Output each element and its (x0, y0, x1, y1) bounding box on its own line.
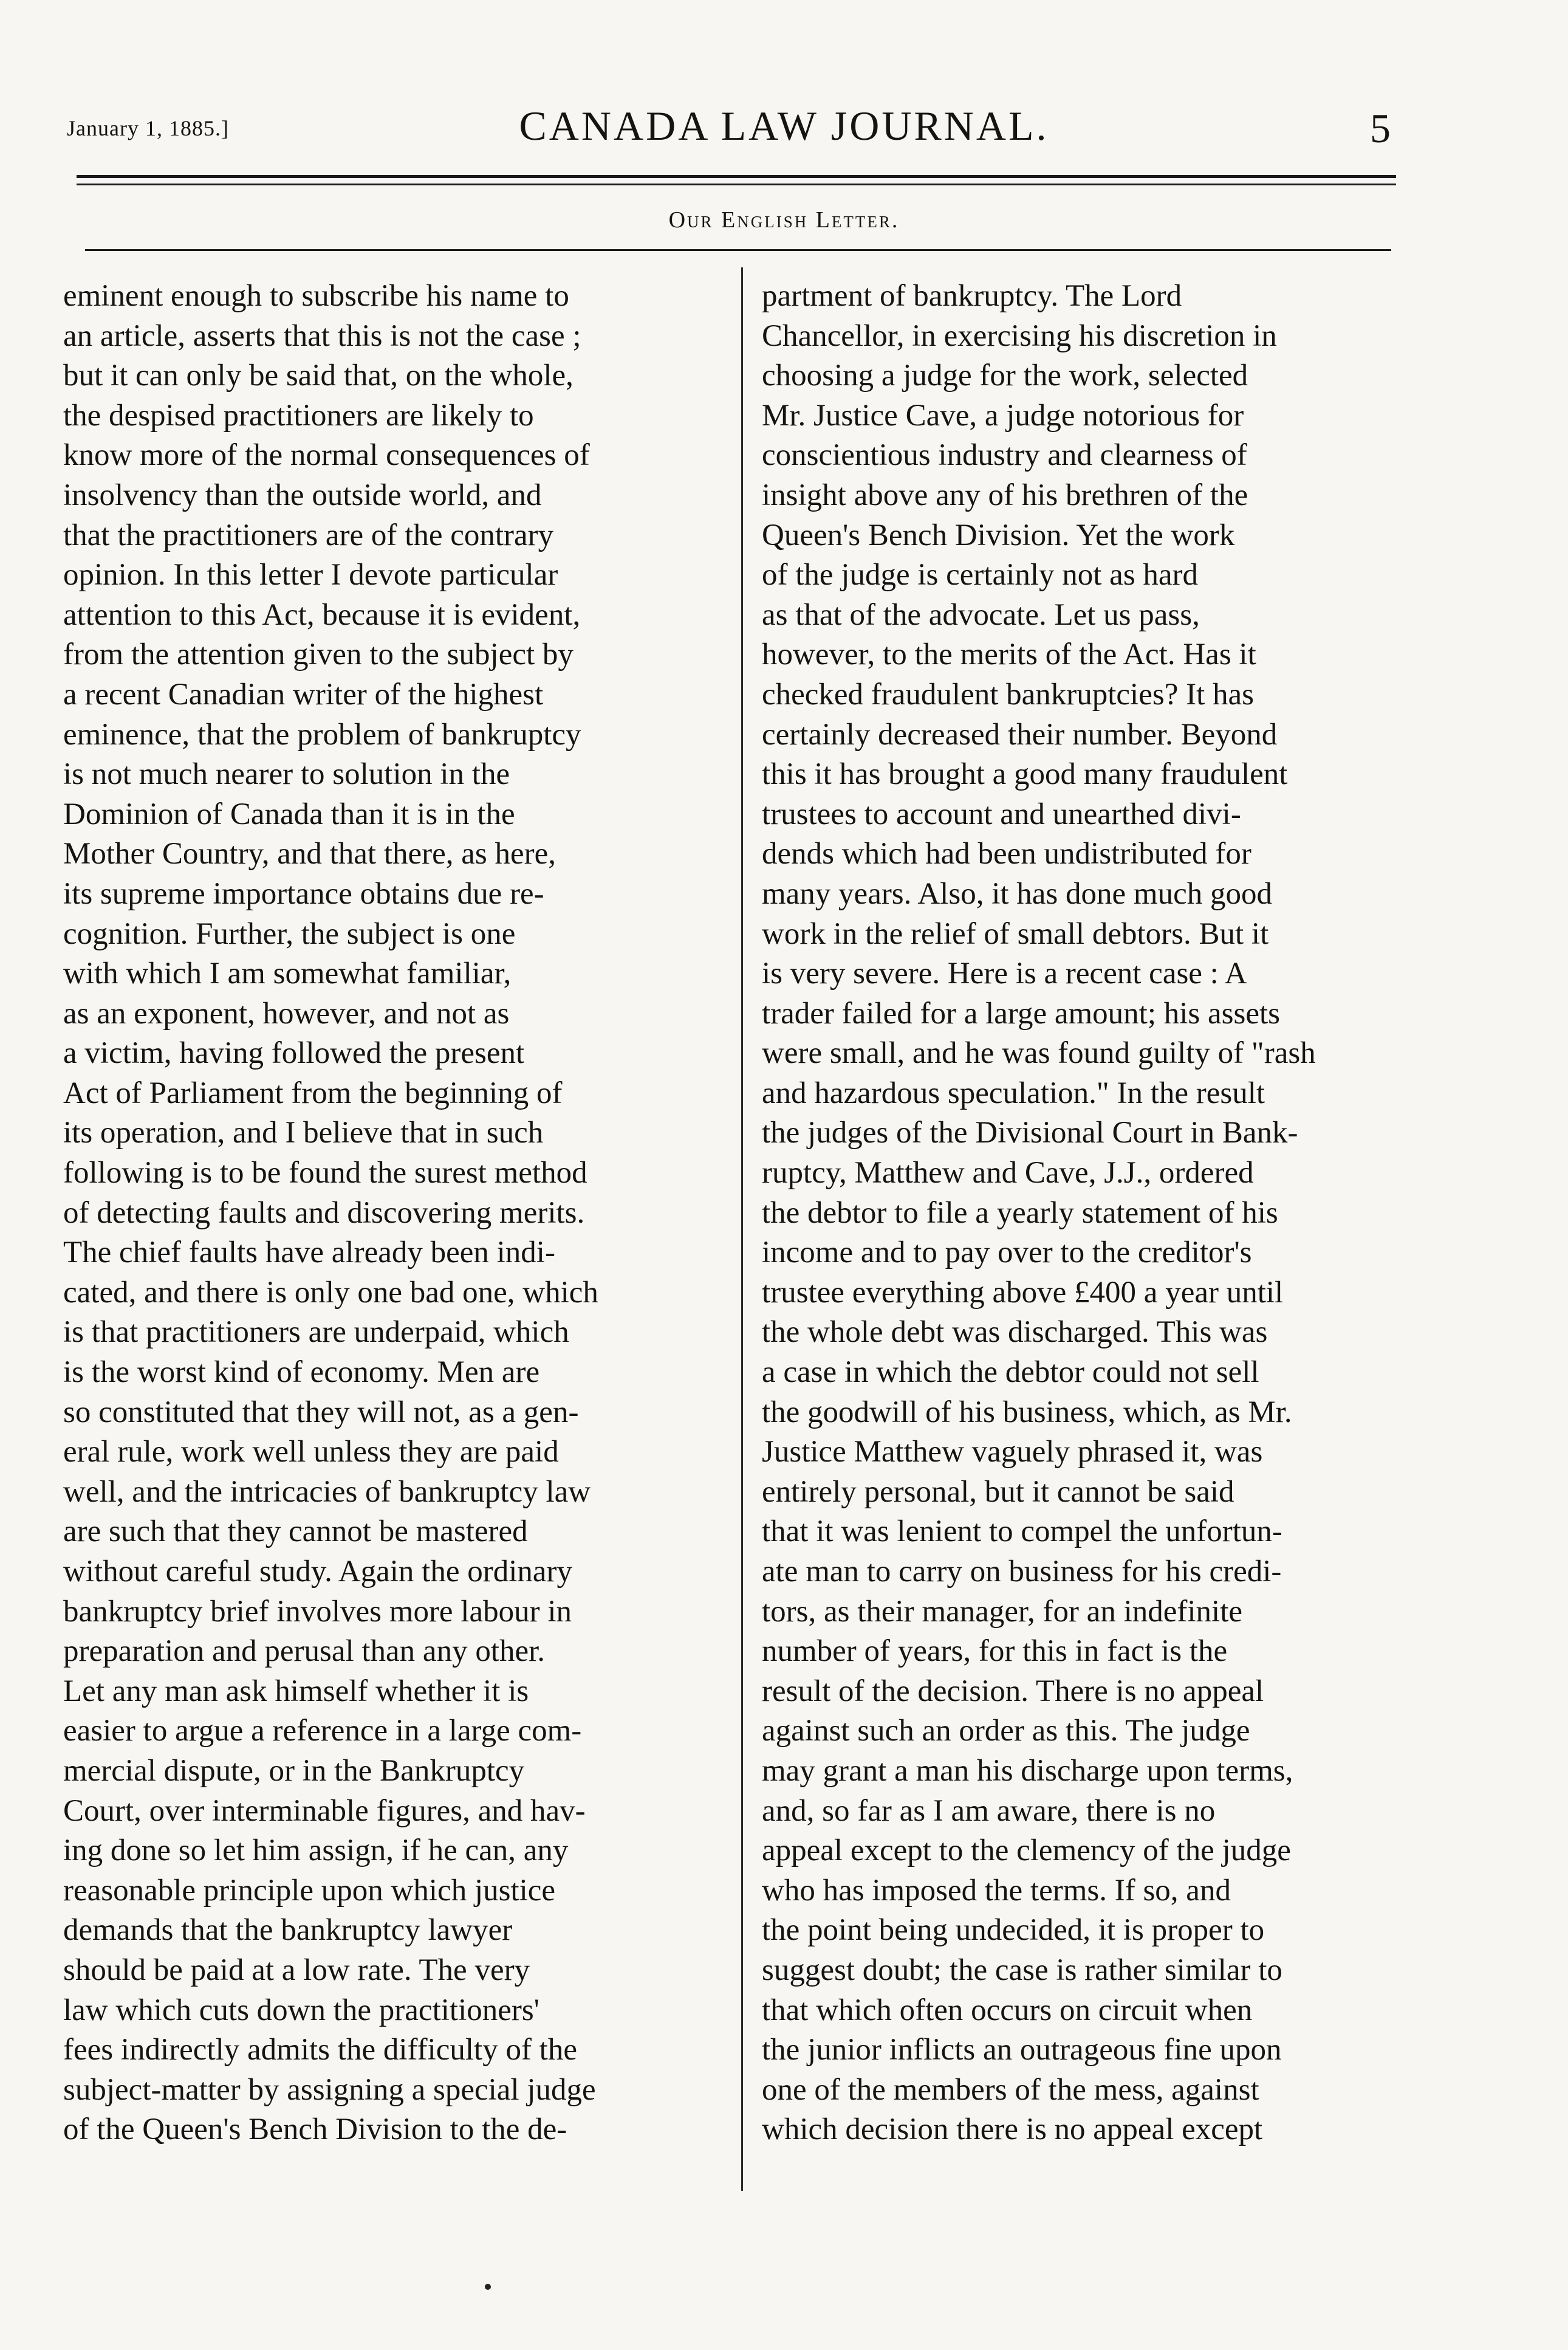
text-line: attention to this Act, because it is evident, (63, 597, 581, 632)
text-line: the whole debt was discharged. This was (762, 1315, 1268, 1350)
text-line: should be paid at a low rate. The very (63, 1953, 530, 1987)
text-line: many years. Also, it has done much good (762, 876, 1272, 911)
text-line: and, so far as I am aware, there is no (762, 1793, 1216, 1828)
text-line: the debtor to file a yearly statement of his (762, 1195, 1278, 1230)
text-line: who has imposed the terms. If so, and (762, 1873, 1231, 1908)
text-line: an article, asserts that this is not the case ; (63, 318, 581, 353)
text-line: work in the relief of small debtors. But it (762, 916, 1269, 951)
text-line: a recent Canadian writer of the highest (63, 677, 544, 712)
text-line: as an exponent, however, and not as (63, 996, 510, 1031)
text-line: Mother Country, and that there, as here, (63, 837, 556, 871)
header-rule-thin (77, 184, 1396, 185)
text-line: are such that they cannot be mastered (63, 1514, 528, 1549)
text-line: eral rule, work well unless they are paid (63, 1435, 559, 1469)
text-line: insolvency than the outside world, and (63, 478, 542, 512)
text-line: insight above any of his brethren of the (762, 478, 1248, 512)
text-line: is that practitioners are underpaid, which (63, 1315, 569, 1350)
text-line: that which often occurs on circuit when (762, 1993, 1253, 2027)
text-line: eminence, that the problem of bankruptcy (63, 717, 581, 752)
text-line: with which I am somewhat familiar, (63, 957, 512, 991)
text-line: Dominion of Canada than it is in the (63, 797, 515, 831)
text-line: without careful study. Again the ordinary (63, 1555, 572, 1589)
text-line: well, and the intricacies of bankruptcy law (63, 1474, 591, 1509)
text-line: its supreme importance obtains due re- (63, 876, 544, 911)
footer-dot (485, 2284, 491, 2290)
text-line: ing done so let him assign, if he can, any (63, 1833, 569, 1868)
text-line: against such an order as this. The judge (762, 1714, 1250, 1748)
text-line: mercial dispute, or in the Bankruptcy (63, 1753, 525, 1788)
text-line: preparation and perusal than any other. (63, 1634, 546, 1669)
text-line: checked fraudulent bankruptcies? It has (762, 677, 1254, 712)
text-line: dends which had been undistributed for (762, 837, 1251, 871)
text-line: the point being undecided, it is proper to (762, 1913, 1265, 1948)
issue-date: January 1, 1885.] (67, 116, 229, 140)
text-line: opinion. In this letter I devote particular (63, 558, 558, 593)
text-line: and hazardous speculation." In the result (762, 1076, 1265, 1110)
text-line: were small, and he was found guilty of "rash (762, 1036, 1316, 1071)
text-line: a case in which the debtor could not sell (762, 1355, 1259, 1390)
text-line: Justice Matthew vaguely phrased it, was (762, 1435, 1263, 1469)
left-column (63, 277, 725, 2150)
text-line: certainly decreased their number. Beyond (762, 717, 1278, 752)
section-rule (85, 249, 1391, 251)
text-line: however, to the merits of the Act. Has it (762, 637, 1256, 672)
text-line: number of years, for this in fact is the (762, 1634, 1228, 1669)
text-line: demands that the bankruptcy lawyer (63, 1913, 513, 1948)
text-line: is very severe. Here is a recent case : A (762, 957, 1247, 991)
text-line: ruptcy, Matthew and Cave, J.J., ordered (762, 1156, 1254, 1190)
text-line: this it has brought a good many fraudulent (762, 757, 1288, 792)
text-line: the despised practitioners are likely to (63, 398, 534, 433)
text-line: trader failed for a large amount; his assets (762, 996, 1281, 1031)
text-line: entirely personal, but it cannot be said (762, 1474, 1234, 1509)
text-line: a victim, having followed the present (63, 1036, 525, 1071)
text-line: easier to argue a reference in a large com- (63, 1714, 582, 1748)
text-line: ate man to carry on business for his credi- (762, 1555, 1282, 1589)
text-line: cated, and there is only one bad one, which (63, 1275, 598, 1310)
text-line: which decision there is no appeal except (762, 2112, 1263, 2147)
text-line: the judges of the Divisional Court in Bank- (762, 1116, 1298, 1150)
text-line: fees indirectly admits the difficulty of the (63, 2033, 577, 2067)
text-line: one of the members of the mess, against (762, 2072, 1259, 2107)
text-line: that the practitioners are of the contrary (63, 518, 554, 552)
text-line: Let any man ask himself whether it is (63, 1674, 529, 1708)
text-line: partment of bankruptcy. The Lord (762, 279, 1182, 313)
text-line: from the attention given to the subject by (63, 637, 573, 672)
text-line: appeal except to the clemency of the judge (762, 1833, 1291, 1868)
page-number: 5 (1370, 105, 1391, 151)
text-line: subject-matter by assigning a special judge (63, 2072, 596, 2107)
text-line: tors, as their manager, for an indefinite (762, 1594, 1242, 1629)
text-line: of the judge is certainly not as hard (762, 558, 1199, 593)
header-rule-thick (77, 175, 1396, 178)
running-head: Our English Letter. (668, 207, 900, 233)
text-line: is the worst kind of economy. Men are (63, 1355, 540, 1390)
text-line: Act of Parliament from the beginning of (63, 1076, 563, 1110)
text-line: may grant a man his discharge upon terms, (762, 1753, 1293, 1788)
text-line: but it can only be said that, on the whole, (63, 359, 573, 393)
text-line: the goodwill of his business, which, as Mr. (762, 1395, 1292, 1429)
text-line: cognition. Further, the subject is one (63, 916, 516, 951)
text-line: of the Queen's Bench Division to the de- (63, 2112, 567, 2147)
column-divider (741, 267, 743, 2191)
text-line: conscientious industry and clearness of (762, 438, 1247, 473)
text-line: the junior inflicts an outrageous fine upon (762, 2033, 1282, 2067)
text-line: that it was lenient to compel the unfortun- (762, 1514, 1282, 1549)
text-line: of detecting faults and discovering merits. (63, 1195, 585, 1230)
text-line: Mr. Justice Cave, a judge notorious for (762, 398, 1244, 433)
text-line: following is to be found the surest method (63, 1156, 587, 1190)
journal-title: CANADA LAW JOURNAL. (519, 103, 1049, 149)
text-line: reasonable principle upon which justice (63, 1873, 556, 1908)
text-line: bankruptcy brief involves more labour in (63, 1594, 572, 1629)
text-line: choosing a judge for the work, selected (762, 359, 1248, 393)
text-line: The chief faults have already been indi- (63, 1235, 555, 1270)
text-line: is not much nearer to solution in the (63, 757, 510, 792)
text-line: its operation, and I believe that in such (63, 1116, 544, 1150)
text-line: trustee everything above £400 a year until (762, 1275, 1284, 1310)
text-line: suggest doubt; the case is rather similar to (762, 1953, 1282, 1987)
text-line: so constituted that they will not, as a gen- (63, 1395, 579, 1429)
right-column (762, 277, 1413, 2150)
text-line: income and to pay over to the creditor's (762, 1235, 1252, 1270)
text-line: Court, over interminable figures, and hav- (63, 1793, 586, 1828)
text-line: trustees to account and unearthed divi- (762, 797, 1241, 831)
text-line: result of the decision. There is no appeal (762, 1674, 1264, 1708)
text-line: know more of the normal consequences of (63, 438, 590, 473)
text-line: Queen's Bench Division. Yet the work (762, 518, 1235, 552)
text-line: law which cuts down the practitioners' (63, 1993, 539, 2027)
text-line: Chancellor, in exercising his discretion in (762, 318, 1277, 353)
text-line: eminent enough to subscribe his name to (63, 279, 569, 313)
text-line: as that of the advocate. Let us pass, (762, 597, 1200, 632)
